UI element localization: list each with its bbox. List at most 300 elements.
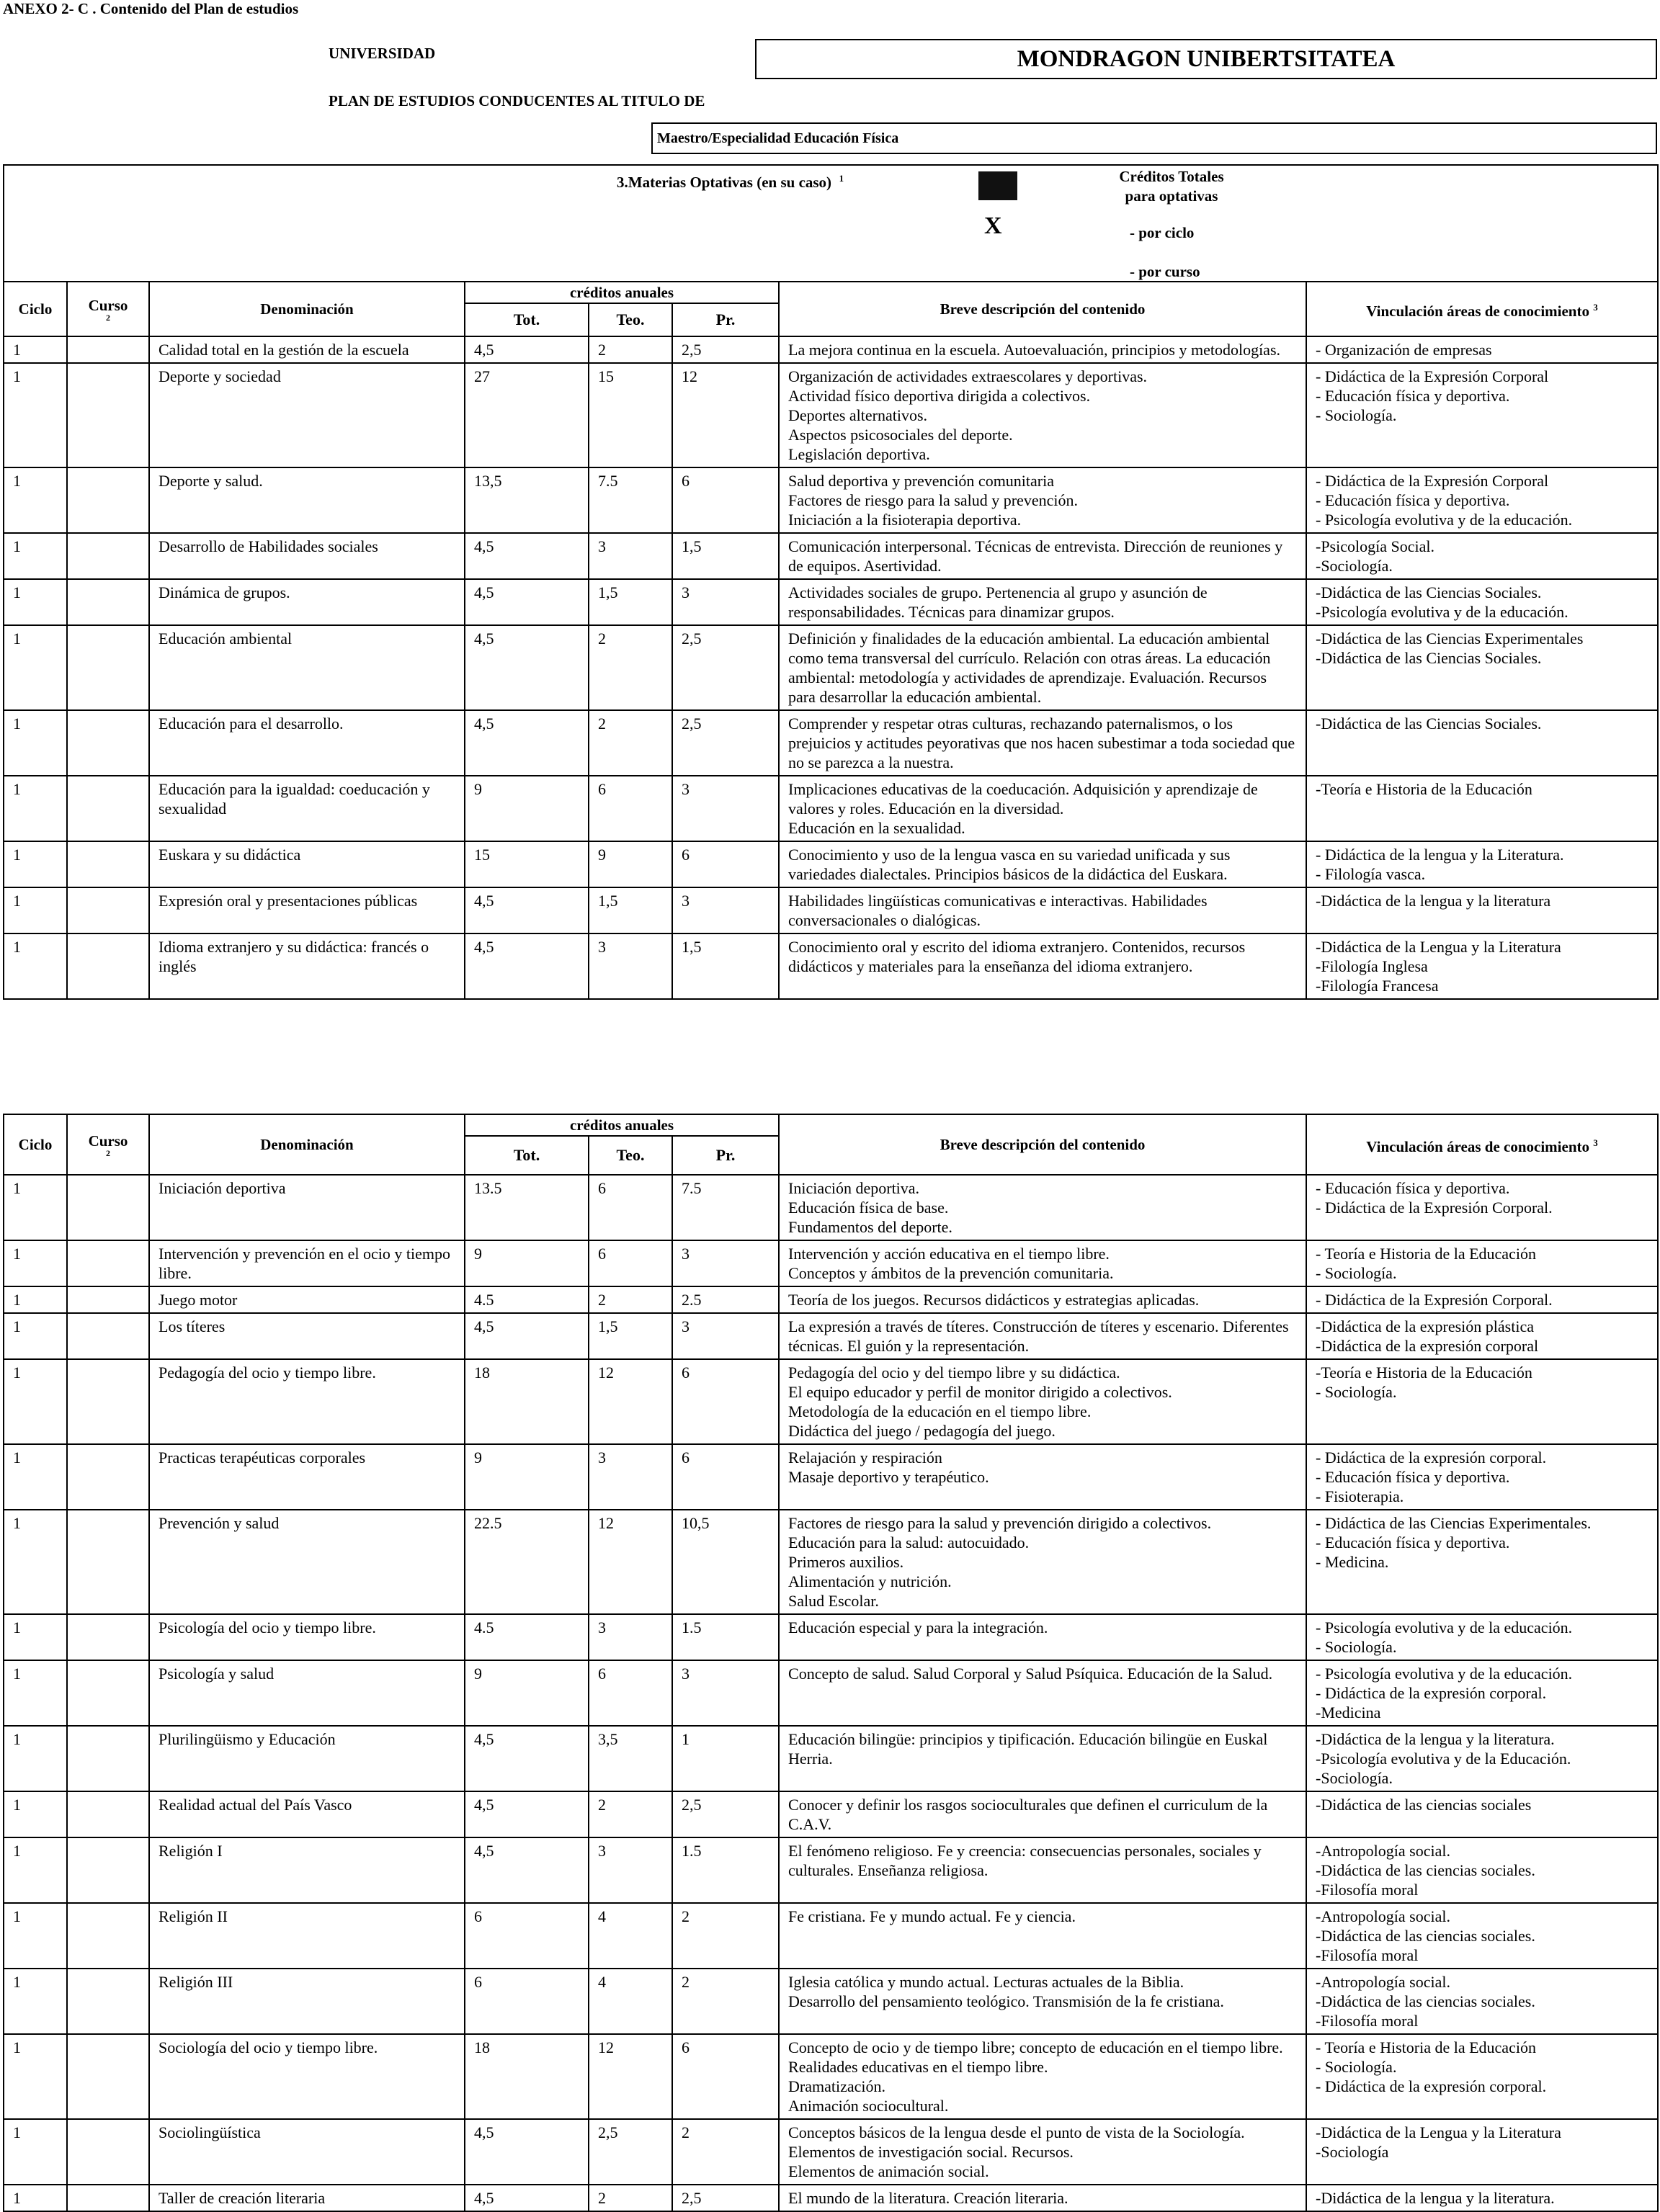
- description-line: Fe cristiana. Fe y mundo actual. Fe y ciencia.: [788, 1907, 1076, 1925]
- cell-descripcion: [779, 841, 1306, 887]
- area-line: - Sociología.: [1316, 2058, 1397, 2076]
- plan-label: PLAN DE ESTUDIOS CONDUCENTES AL TITULO DE: [329, 92, 705, 109]
- area-line: -Filología Inglesa: [1316, 957, 1428, 975]
- cell-ciclo: 1: [4, 1444, 67, 1510]
- cell-tot: 4,5: [465, 625, 589, 710]
- area-line: - Didáctica de la Expresión Corporal: [1316, 472, 1549, 490]
- cell-ciclo: 1: [4, 933, 67, 999]
- cell-curso: [67, 1313, 149, 1359]
- cell-curso: [67, 467, 149, 533]
- cell-pr: 6: [672, 467, 779, 533]
- cell-tot: 27: [465, 363, 589, 467]
- cell-ciclo: 1: [4, 1791, 67, 1837]
- cell-denominacion: Los títeres: [149, 1313, 465, 1359]
- cell-teo: 3: [589, 933, 672, 999]
- description-line: Desarrollo del pensamiento teológico. Transmisión de la fe cristiana.: [788, 1992, 1224, 2010]
- table-row: [4, 887, 1658, 933]
- table-row: [4, 1903, 1658, 1969]
- description-line: Deportes alternativos.: [788, 406, 928, 424]
- cell-curso: [67, 776, 149, 841]
- optional-subjects-table-1: [3, 164, 1659, 1000]
- cell-ciclo: 1: [4, 1240, 67, 1286]
- description-line: Concepto de salud. Salud Corporal y Salud Psíquica. Educación de la Salud.: [788, 1665, 1273, 1683]
- cell-vinculacion: [1306, 1359, 1658, 1444]
- cell-denominacion: Dinámica de grupos.: [149, 579, 465, 625]
- col-ciclo: Ciclo: [4, 282, 67, 336]
- cell-pr: 3: [672, 1660, 779, 1726]
- cell-curso: [67, 1903, 149, 1969]
- cell-curso: [67, 363, 149, 467]
- table-row: [4, 1837, 1658, 1903]
- cell-teo: 2: [589, 1286, 672, 1313]
- area-line: - Sociología.: [1316, 406, 1397, 424]
- col-creditos: créditos anuales: [465, 282, 779, 303]
- cell-vinculacion: [1306, 363, 1658, 467]
- description-line: Educación para la salud: autocuidado.: [788, 1533, 1030, 1551]
- cell-tot: 13,5: [465, 467, 589, 533]
- area-line: - Educación física y deportiva.: [1316, 1533, 1510, 1551]
- column-header-row: [4, 1114, 1658, 1136]
- cell-teo: 3: [589, 533, 672, 579]
- area-line: -Psicología evolutiva y de la educación.: [1316, 603, 1568, 621]
- description-line: Definición y finalidades de la educación ambiental. La educación ambiental como tema transversal del currículo. Relación con otras áreas. La educación ambiental: metodología y actividades de aprendizaje. Evaluación. Recursos para desarrollar la educación ambiental.: [788, 630, 1271, 706]
- cell-denominacion: Practicas terapéuticas corporales: [149, 1444, 465, 1510]
- description-line: Educación bilingüe: principios y tipificación. Educación bilingüe en Euskal Herria.: [788, 1730, 1268, 1768]
- table-row: [4, 710, 1658, 776]
- cell-ciclo: 1: [4, 1359, 67, 1444]
- cell-pr: 3: [672, 1240, 779, 1286]
- cell-denominacion: Sociolingüística: [149, 2119, 465, 2185]
- cell-tot: 9: [465, 1660, 589, 1726]
- cell-curso: [67, 1660, 149, 1726]
- area-line: - Educación física y deportiva.: [1316, 1468, 1510, 1486]
- cell-vinculacion: [1306, 1837, 1658, 1903]
- cell-pr: 6: [672, 1444, 779, 1510]
- area-line: -Psicología evolutiva y de la Educación.: [1316, 1750, 1571, 1768]
- cell-descripcion: [779, 1240, 1306, 1286]
- area-line: - Medicina.: [1316, 1553, 1389, 1571]
- cell-denominacion: Euskara y su didáctica: [149, 841, 465, 887]
- optional-subjects-table-2: [3, 1114, 1659, 2212]
- cell-ciclo: 1: [4, 887, 67, 933]
- cell-tot: 4,5: [465, 933, 589, 999]
- table-row: [4, 579, 1658, 625]
- cell-tot: 18: [465, 1359, 589, 1444]
- description-line: Implicaciones educativas de la coeducación. Adquisición y aprendizaje de valores y roles. Educación en la diversidad.: [788, 780, 1258, 818]
- cell-curso: [67, 1510, 149, 1614]
- area-line: - Didáctica de la Expresión Corporal.: [1316, 1291, 1553, 1309]
- area-line: -Didáctica de la lengua y la literatura: [1316, 892, 1551, 910]
- cell-pr: 2,5: [672, 625, 779, 710]
- cell-denominacion: Educación para la igualdad: coeducación y sexualidad: [149, 776, 465, 841]
- cell-vinculacion: [1306, 710, 1658, 776]
- area-line: - Organización de empresas: [1316, 341, 1492, 359]
- table-row: [4, 1286, 1658, 1313]
- cell-denominacion: Iniciación deportiva: [149, 1175, 465, 1240]
- table-row: [4, 1359, 1658, 1444]
- table-row: [4, 1791, 1658, 1837]
- col-vinculacion: Vinculación áreas de conocimiento $^3$: [1306, 282, 1658, 336]
- area-line: -Didáctica de la lengua y la literatura.: [1316, 2189, 1555, 2207]
- cell-ciclo: 1: [4, 336, 67, 363]
- area-line: -Didáctica de la Lengua y la Literatura: [1316, 938, 1561, 956]
- cell-vinculacion: [1306, 579, 1658, 625]
- cell-vinculacion: [1306, 1969, 1658, 2034]
- description-line: Educación especial y para la integración.: [788, 1618, 1048, 1636]
- cell-curso: [67, 625, 149, 710]
- cell-denominacion: Taller de creación literaria: [149, 2185, 465, 2211]
- table-row: [4, 2185, 1658, 2211]
- col-teo: Teo.: [589, 303, 672, 336]
- area-line: - Psicología evolutiva y de la educación.: [1316, 511, 1573, 529]
- description-line: La expresión a través de títeres. Construcción de títeres y escenario. Diferentes técnicas. El guión y la representación.: [788, 1317, 1289, 1355]
- description-line: Masaje deportivo y terapéutico.: [788, 1468, 989, 1486]
- cell-teo: 6: [589, 1175, 672, 1240]
- cell-descripcion: [779, 1510, 1306, 1614]
- cell-descripcion: [779, 1726, 1306, 1791]
- cell-descripcion: [779, 1614, 1306, 1660]
- area-line: -Filosofía moral: [1316, 1881, 1419, 1899]
- area-line: -Didáctica de las Ciencias Sociales.: [1316, 715, 1542, 733]
- cell-teo: 6: [589, 1240, 672, 1286]
- cell-curso: [67, 336, 149, 363]
- cell-teo: 2: [589, 2185, 672, 2211]
- cell-vinculacion: [1306, 467, 1658, 533]
- cell-denominacion: Educación ambiental: [149, 625, 465, 710]
- cell-denominacion: Religión II: [149, 1903, 465, 1969]
- cell-curso: [67, 1359, 149, 1444]
- cell-tot: 9: [465, 776, 589, 841]
- cell-pr: 2,5: [672, 2185, 779, 2211]
- description-line: Conocimiento oral y escrito del idioma extranjero. Contenidos, recursos didácticos y materiales para la enseñanza del idioma extranjero.: [788, 938, 1246, 975]
- cell-teo: 3,5: [589, 1726, 672, 1791]
- cell-descripcion: [779, 1286, 1306, 1313]
- col-ciclo: Ciclo: [4, 1114, 67, 1175]
- cell-tot: 22.5: [465, 1510, 589, 1614]
- cell-pr: 1.5: [672, 1837, 779, 1903]
- cell-teo: 2: [589, 710, 672, 776]
- area-line: -Didáctica de las ciencias sociales.: [1316, 1992, 1535, 2010]
- cell-teo: 6: [589, 1660, 672, 1726]
- cell-vinculacion: [1306, 1286, 1658, 1313]
- cell-vinculacion: [1306, 2119, 1658, 2185]
- cell-descripcion: [779, 579, 1306, 625]
- description-line: Conceptos básicos de la lengua desde el punto de vista de la Sociología. Elementos de investigación social. Recursos.: [788, 2123, 1245, 2161]
- cell-ciclo: 1: [4, 1614, 67, 1660]
- cell-descripcion: [779, 336, 1306, 363]
- cell-ciclo: 1: [4, 467, 67, 533]
- col-curso: Curso 2: [67, 1114, 149, 1175]
- cell-vinculacion: [1306, 1444, 1658, 1510]
- col-tot: Tot.: [465, 1136, 589, 1175]
- cell-vinculacion: [1306, 1660, 1658, 1726]
- section-title: 3.Materias Optativas (en su caso) $^1$: [617, 173, 844, 191]
- cell-pr: 10,5: [672, 1510, 779, 1614]
- cell-descripcion: [779, 1444, 1306, 1510]
- area-line: - Filología vasca.: [1316, 865, 1426, 883]
- cell-teo: 12: [589, 2034, 672, 2119]
- cell-curso: [67, 1444, 149, 1510]
- table-row: [4, 1240, 1658, 1286]
- area-line: - Didáctica de la expresión corporal.: [1316, 1684, 1547, 1702]
- cell-curso: [67, 1969, 149, 2034]
- table-row: [4, 933, 1658, 999]
- cell-denominacion: Deporte y sociedad: [149, 363, 465, 467]
- area-line: - Didáctica de la expresión corporal.: [1316, 2077, 1547, 2095]
- area-line: -Didáctica de la lengua y la literatura.: [1316, 1730, 1555, 1748]
- area-line: -Antropología social.: [1316, 1973, 1450, 1991]
- area-line: -Didáctica de la expresión corporal: [1316, 1337, 1539, 1355]
- cell-denominacion: Prevención y salud: [149, 1510, 465, 1614]
- description-line: Organización de actividades extraescolares y deportivas.: [788, 367, 1148, 385]
- table-row: [4, 1726, 1658, 1791]
- section-header-cell: [4, 165, 1658, 282]
- table-row: [4, 363, 1658, 467]
- cell-teo: 7.5: [589, 467, 672, 533]
- description-line: Primeros auxilios.: [788, 1553, 904, 1571]
- area-line: - Sociología.: [1316, 1264, 1397, 1282]
- cell-descripcion: [779, 2034, 1306, 2119]
- description-line: Salud Escolar.: [788, 1592, 879, 1610]
- description-line: Fundamentos del deporte.: [788, 1218, 952, 1236]
- cell-pr: 2,5: [672, 336, 779, 363]
- annex-heading: ANEXO 2- C . Contenido del Plan de estudios: [3, 0, 299, 17]
- cell-teo: 4: [589, 1969, 672, 2034]
- cell-teo: 12: [589, 1359, 672, 1444]
- area-line: -Didáctica de las ciencias sociales.: [1316, 1861, 1535, 1879]
- cell-tot: 15: [465, 841, 589, 887]
- description-line: Metodología de la educación en el tiempo libre.: [788, 1402, 1092, 1420]
- cell-ciclo: 1: [4, 1969, 67, 2034]
- area-line: - Sociología.: [1316, 1383, 1397, 1401]
- cell-vinculacion: [1306, 1240, 1658, 1286]
- cell-curso: [67, 933, 149, 999]
- cell-denominacion: Religión III: [149, 1969, 465, 2034]
- cell-tot: 4.5: [465, 1614, 589, 1660]
- table-row: [4, 1660, 1658, 1726]
- cell-curso: [67, 710, 149, 776]
- table-row: [4, 625, 1658, 710]
- cell-teo: 3: [589, 1614, 672, 1660]
- cell-tot: 4,5: [465, 533, 589, 579]
- cell-tot: 13.5: [465, 1175, 589, 1240]
- cell-teo: 1,5: [589, 579, 672, 625]
- cell-vinculacion: [1306, 1510, 1658, 1614]
- cell-pr: 2,5: [672, 710, 779, 776]
- cell-curso: [67, 2119, 149, 2185]
- cell-curso: [67, 1837, 149, 1903]
- cell-tot: 4,5: [465, 1837, 589, 1903]
- cell-teo: 1,5: [589, 887, 672, 933]
- area-line: -Didáctica de las Ciencias Sociales.: [1316, 583, 1542, 601]
- description-line: Comprender y respetar otras culturas, rechazando paternalismos, o los prejuicios y actitudes peyorativas que nos hacen subestimar a toda sociedad que no se parezca a la nuestra.: [788, 715, 1295, 771]
- cell-descripcion: [779, 1660, 1306, 1726]
- table-row: [4, 533, 1658, 579]
- cell-ciclo: 1: [4, 1510, 67, 1614]
- col-descripcion: Breve descripción del contenido: [779, 1114, 1306, 1175]
- area-line: - Educación física y deportiva.: [1316, 387, 1510, 405]
- area-line: -Sociología.: [1316, 1769, 1393, 1787]
- cell-teo: 1,5: [589, 1313, 672, 1359]
- area-line: - Educación física y deportiva.: [1316, 491, 1510, 509]
- cell-curso: [67, 841, 149, 887]
- cell-curso: [67, 1175, 149, 1240]
- cell-tot: 4,5: [465, 887, 589, 933]
- cell-vinculacion: [1306, 2034, 1658, 2119]
- area-line: - Educación física y deportiva.: [1316, 1179, 1510, 1197]
- column-header-row: [4, 282, 1658, 303]
- cell-descripcion: [779, 467, 1306, 533]
- description-line: Habilidades lingüísticas comunicativas e interactivas. Habilidades conversacionales o dialógicas.: [788, 892, 1208, 929]
- cell-vinculacion: [1306, 776, 1658, 841]
- description-line: Didáctica del juego / pedagogía del juego.: [788, 1422, 1056, 1440]
- cell-pr: 12: [672, 363, 779, 467]
- cell-denominacion: Realidad actual del País Vasco: [149, 1791, 465, 1837]
- cell-tot: 4,5: [465, 1313, 589, 1359]
- cell-descripcion: [779, 1175, 1306, 1240]
- area-line: - Teoría e Historia de la Educación: [1316, 2038, 1536, 2056]
- description-line: Actividad físico deportiva dirigida a colectivos.: [788, 387, 1091, 405]
- cell-pr: 2: [672, 1903, 779, 1969]
- cell-descripcion: [779, 887, 1306, 933]
- cell-curso: [67, 1726, 149, 1791]
- description-line: Educación en la sexualidad.: [788, 819, 965, 837]
- cell-curso: [67, 1614, 149, 1660]
- cell-teo: 2,5: [589, 2119, 672, 2185]
- area-line: - Didáctica de la expresión corporal.: [1316, 1448, 1547, 1467]
- cell-tot: 4,5: [465, 1791, 589, 1837]
- cell-tot: 4,5: [465, 710, 589, 776]
- description-line: Concepto de ocio y de tiempo libre; concepto de educación en el tiempo libre.: [788, 2038, 1283, 2056]
- cell-pr: 6: [672, 841, 779, 887]
- cell-denominacion: Desarrollo de Habilidades sociales: [149, 533, 465, 579]
- area-line: - Psicología evolutiva y de la educación.: [1316, 1665, 1573, 1683]
- cell-vinculacion: [1306, 1903, 1658, 1969]
- table-row: [4, 1444, 1658, 1510]
- cell-pr: 3: [672, 1313, 779, 1359]
- table-row: [4, 336, 1658, 363]
- cell-tot: 6: [465, 1969, 589, 2034]
- cell-tot: 4,5: [465, 2185, 589, 2211]
- university-name-box: MONDRAGON UNIBERTSITATEA: [755, 39, 1657, 79]
- table-row: [4, 1614, 1658, 1660]
- cell-pr: 1: [672, 1726, 779, 1791]
- cell-curso: [67, 887, 149, 933]
- cell-curso: [67, 1286, 149, 1313]
- cell-descripcion: [779, 1313, 1306, 1359]
- cell-pr: 6: [672, 2034, 779, 2119]
- table-1-body: [4, 336, 1658, 999]
- cell-denominacion: Pedagogía del ocio y tiempo libre.: [149, 1359, 465, 1444]
- cell-pr: 2,5: [672, 1791, 779, 1837]
- cell-descripcion: [779, 1969, 1306, 2034]
- cell-denominacion: Calidad total en la gestión de la escuela: [149, 336, 465, 363]
- cell-vinculacion: [1306, 1726, 1658, 1791]
- cell-denominacion: Idioma extranjero y su didáctica: francés o inglés: [149, 933, 465, 999]
- cell-teo: 15: [589, 363, 672, 467]
- description-line: Factores de riesgo para la salud y prevención dirigido a colectivos.: [788, 1514, 1212, 1532]
- cell-denominacion: Sociología del ocio y tiempo libre.: [149, 2034, 465, 2119]
- col-creditos: créditos anuales: [465, 1114, 779, 1136]
- col-teo: Teo.: [589, 1136, 672, 1175]
- x-mark: X: [984, 212, 1002, 239]
- cell-ciclo: 1: [4, 1286, 67, 1313]
- cell-denominacion: Expresión oral y presentaciones públicas: [149, 887, 465, 933]
- cell-teo: 2: [589, 1791, 672, 1837]
- area-line: -Didáctica de las Ciencias Experimentales: [1316, 630, 1584, 648]
- university-label: UNIVERSIDAD: [329, 45, 436, 62]
- cell-ciclo: 1: [4, 579, 67, 625]
- description-line: El mundo de la literatura. Creación literaria.: [788, 2189, 1068, 2207]
- cell-ciclo: 1: [4, 1837, 67, 1903]
- description-line: Iniciación deportiva.: [788, 1179, 920, 1197]
- cell-teo: 12: [589, 1510, 672, 1614]
- cell-ciclo: 1: [4, 1313, 67, 1359]
- cell-ciclo: 1: [4, 1903, 67, 1969]
- area-line: -Sociología: [1316, 2143, 1389, 2161]
- col-pr: Pr.: [672, 303, 779, 336]
- area-line: -Didáctica de las Ciencias Sociales.: [1316, 649, 1542, 667]
- area-line: -Didáctica de las ciencias sociales.: [1316, 1927, 1535, 1945]
- description-line: Dramatización.: [788, 2077, 886, 2095]
- description-line: Salud deportiva y prevención comunitaria: [788, 472, 1054, 490]
- cell-teo: 3: [589, 1837, 672, 1903]
- description-line: Conocer y definir los rasgos socioculturales que definen el curriculum de la C.A.V.: [788, 1796, 1268, 1833]
- cell-denominacion: Psicología del ocio y tiempo libre.: [149, 1614, 465, 1660]
- cell-pr: 2: [672, 1969, 779, 2034]
- col-tot: Tot.: [465, 303, 589, 336]
- cell-tot: 4,5: [465, 579, 589, 625]
- cell-tot: 4,5: [465, 1726, 589, 1791]
- cell-vinculacion: [1306, 1175, 1658, 1240]
- col-denominacion: Denominación: [149, 1114, 465, 1175]
- cell-tot: 9: [465, 1240, 589, 1286]
- cell-vinculacion: [1306, 1791, 1658, 1837]
- area-line: -Medicina: [1316, 1703, 1381, 1721]
- section-header-row: [4, 165, 1658, 282]
- area-line: -Filosofía moral: [1316, 1946, 1419, 1964]
- cell-denominacion: Plurilingüismo y Educación: [149, 1726, 465, 1791]
- cell-ciclo: 1: [4, 2034, 67, 2119]
- area-line: - Didáctica de las Ciencias Experimentales.: [1316, 1514, 1592, 1532]
- description-line: Teoría de los juegos. Recursos didácticos y estrategias aplicadas.: [788, 1291, 1200, 1309]
- cell-pr: 2: [672, 2119, 779, 2185]
- description-line: Realidades educativas en el tiempo libre.: [788, 2058, 1048, 2076]
- cell-descripcion: [779, 710, 1306, 776]
- description-line: Factores de riesgo para la salud y prevención.: [788, 491, 1078, 509]
- cell-vinculacion: [1306, 1313, 1658, 1359]
- table-row: [4, 841, 1658, 887]
- cell-tot: 6: [465, 1903, 589, 1969]
- filled-checkbox-icon: [978, 171, 1017, 200]
- cell-pr: 6: [672, 1359, 779, 1444]
- description-line: Alimentación y nutrición.: [788, 1572, 952, 1590]
- cell-vinculacion: [1306, 625, 1658, 710]
- cell-ciclo: 1: [4, 841, 67, 887]
- description-line: El equipo educador y perfil de monitor dirigido a colectivos.: [788, 1383, 1172, 1401]
- area-line: - Psicología evolutiva y de la educación.: [1316, 1618, 1573, 1636]
- area-line: - Didáctica de la lengua y la Literatura.: [1316, 846, 1564, 864]
- cell-pr: 3: [672, 776, 779, 841]
- col-denominacion: Denominación: [149, 282, 465, 336]
- cell-vinculacion: [1306, 533, 1658, 579]
- cell-vinculacion: [1306, 336, 1658, 363]
- cell-curso: [67, 2185, 149, 2211]
- description-line: Aspectos psicosociales del deporte.: [788, 426, 1013, 444]
- description-line: Elementos de animación social.: [788, 2162, 989, 2180]
- description-line: Educación física de base.: [788, 1199, 949, 1217]
- area-line: -Antropología social.: [1316, 1907, 1450, 1925]
